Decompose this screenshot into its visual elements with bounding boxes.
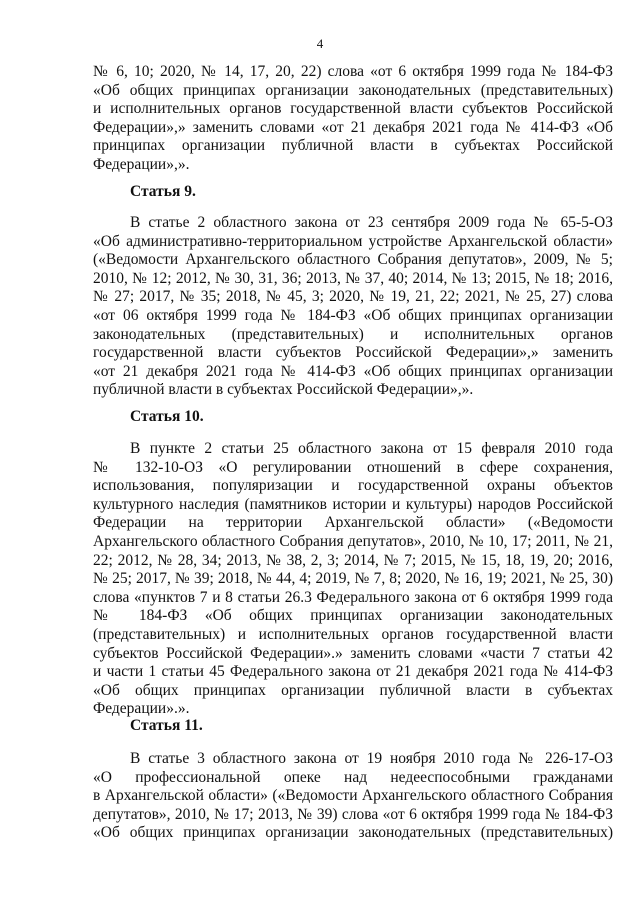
paragraph-line: «Об общих принципах организации законодательных (представительных) bbox=[93, 824, 613, 842]
paragraph-line: государственной власти субъектов Российской Федерации»,» заменить bbox=[93, 344, 613, 362]
paragraph-line: В пункте 2 статьи 25 областного закона от 15 февраля 2010 года bbox=[130, 440, 613, 457]
paragraph-line: Федерации на территории Архангельской области» («Ведомости bbox=[93, 514, 613, 532]
paragraph-line: «Об общих принципах организации публичной власти в субъектах bbox=[93, 681, 613, 699]
paragraph-line: Архангельского областного Собрания депутатов», 2010, № 10, 17; 2011, № 21, bbox=[93, 532, 613, 550]
paragraph-line: В статье 2 областного закона от 23 сентября 2009 года № 65-5-ОЗ bbox=[130, 214, 613, 231]
paragraph-line: «Об общих принципах организации законодательных (представительных) bbox=[93, 81, 613, 99]
article-11-heading: Статья 11. bbox=[130, 717, 203, 734]
intro-paragraph bbox=[93, 63, 613, 175]
paragraph-line: В статье 3 областного закона от 19 ноября 2010 года № 226-17-ОЗ bbox=[130, 750, 613, 767]
paragraph-line: № 132-10-ОЗ «О регулировании отношений в сфере сохранения, bbox=[93, 458, 613, 476]
paragraph-line: «О профессиональной опеке над недееспособными гражданами bbox=[93, 768, 613, 786]
paragraph-line: законодательных (представительных) и исполнительных органов bbox=[93, 325, 613, 343]
paragraph-line: использования, популяризации и государственной охраны объектов bbox=[93, 477, 613, 495]
paragraph-line: культурного наследия (памятников истории и культуры) народов Российской bbox=[93, 495, 613, 513]
article-10-heading: Статья 10. bbox=[130, 408, 204, 425]
article-9-paragraph bbox=[93, 214, 613, 400]
paragraph-line: Федерации».». bbox=[93, 700, 190, 718]
paragraph-line: слова «пунктов 7 и 8 статьи 26.3 Федерального закона от 6 октября 1999 года bbox=[93, 588, 613, 606]
paragraph-line: «от 06 октября 1999 года № 184-ФЗ «Об общих принципах организации bbox=[93, 306, 613, 324]
paragraph-line: «от 21 декабря 2021 года № 414-ФЗ «Об общих принципах организации bbox=[93, 362, 613, 380]
paragraph-line: № 27; 2017, № 35; 2018, № 45, 3; 2020, № 19, 21, 22; 2021, № 25, 27) слова bbox=[93, 288, 613, 306]
paragraph-line: № 184-ФЗ «Об общих принципах организации законодательных bbox=[93, 607, 613, 625]
paragraph-line: и части 1 статьи 45 Федерального закона от 21 декабря 2021 года № 414-ФЗ bbox=[93, 663, 613, 681]
paragraph-line: № 25; 2017, № 39; 2018, № 44, 4; 2019, № 7, 8; 2020, № 16, 19; 2021, № 25, 30) bbox=[93, 570, 613, 588]
paragraph-line: («Ведомости Архангельского областного Собрания депутатов», 2009, № 5; bbox=[93, 251, 613, 269]
page-number: 4 bbox=[316, 36, 324, 51]
paragraph-line: субъектов Российской Федерации».» заменить словами «части 7 статьи 42 bbox=[93, 644, 613, 662]
paragraph-line: 2010, № 12; 2012, № 30, 31, 36; 2013, № 37, 40; 2014, № 13; 2015, № 18; 2016, bbox=[93, 269, 613, 287]
paragraph-line: депутатов», 2010, № 17; 2013, № 39) слова «от 6 октября 1999 года № 184-ФЗ bbox=[93, 805, 613, 823]
paragraph-line: в Архангельской области» («Ведомости Архангельского областного Собрания bbox=[93, 787, 613, 805]
article-9-heading: Статья 9. bbox=[130, 183, 196, 200]
paragraph-line: 22; 2012, № 28, 34; 2013, № 38, 2, 3; 2014, № 7; 2015, № 15, 18, 19, 20; 2016, bbox=[93, 551, 613, 569]
paragraph-line: Федерации»,» заменить словами «от 21 декабря 2021 года № 414-ФЗ «Об bbox=[93, 118, 613, 136]
paragraph-line: и исполнительных органов государственной власти субъектов Российской bbox=[93, 100, 613, 118]
paragraph-line: принципах организации публичной власти в субъектах Российской bbox=[93, 137, 613, 155]
paragraph-line: № 6, 10; 2020, № 14, 17, 20, 22) слова «от 6 октября 1999 года № 184-ФЗ bbox=[93, 63, 613, 80]
paragraph-line: «Об административно-территориальном устройстве Архангельской области» bbox=[93, 232, 613, 250]
paragraph-line: публичной власти в субъектах Российской Федерации»,». bbox=[93, 381, 474, 399]
article-11-paragraph bbox=[93, 750, 613, 843]
paragraph-line: (представительных) и исполнительных органов государственной власти bbox=[93, 625, 613, 643]
paragraph-line: Федерации»,». bbox=[93, 155, 190, 173]
article-10-paragraph bbox=[93, 440, 613, 719]
